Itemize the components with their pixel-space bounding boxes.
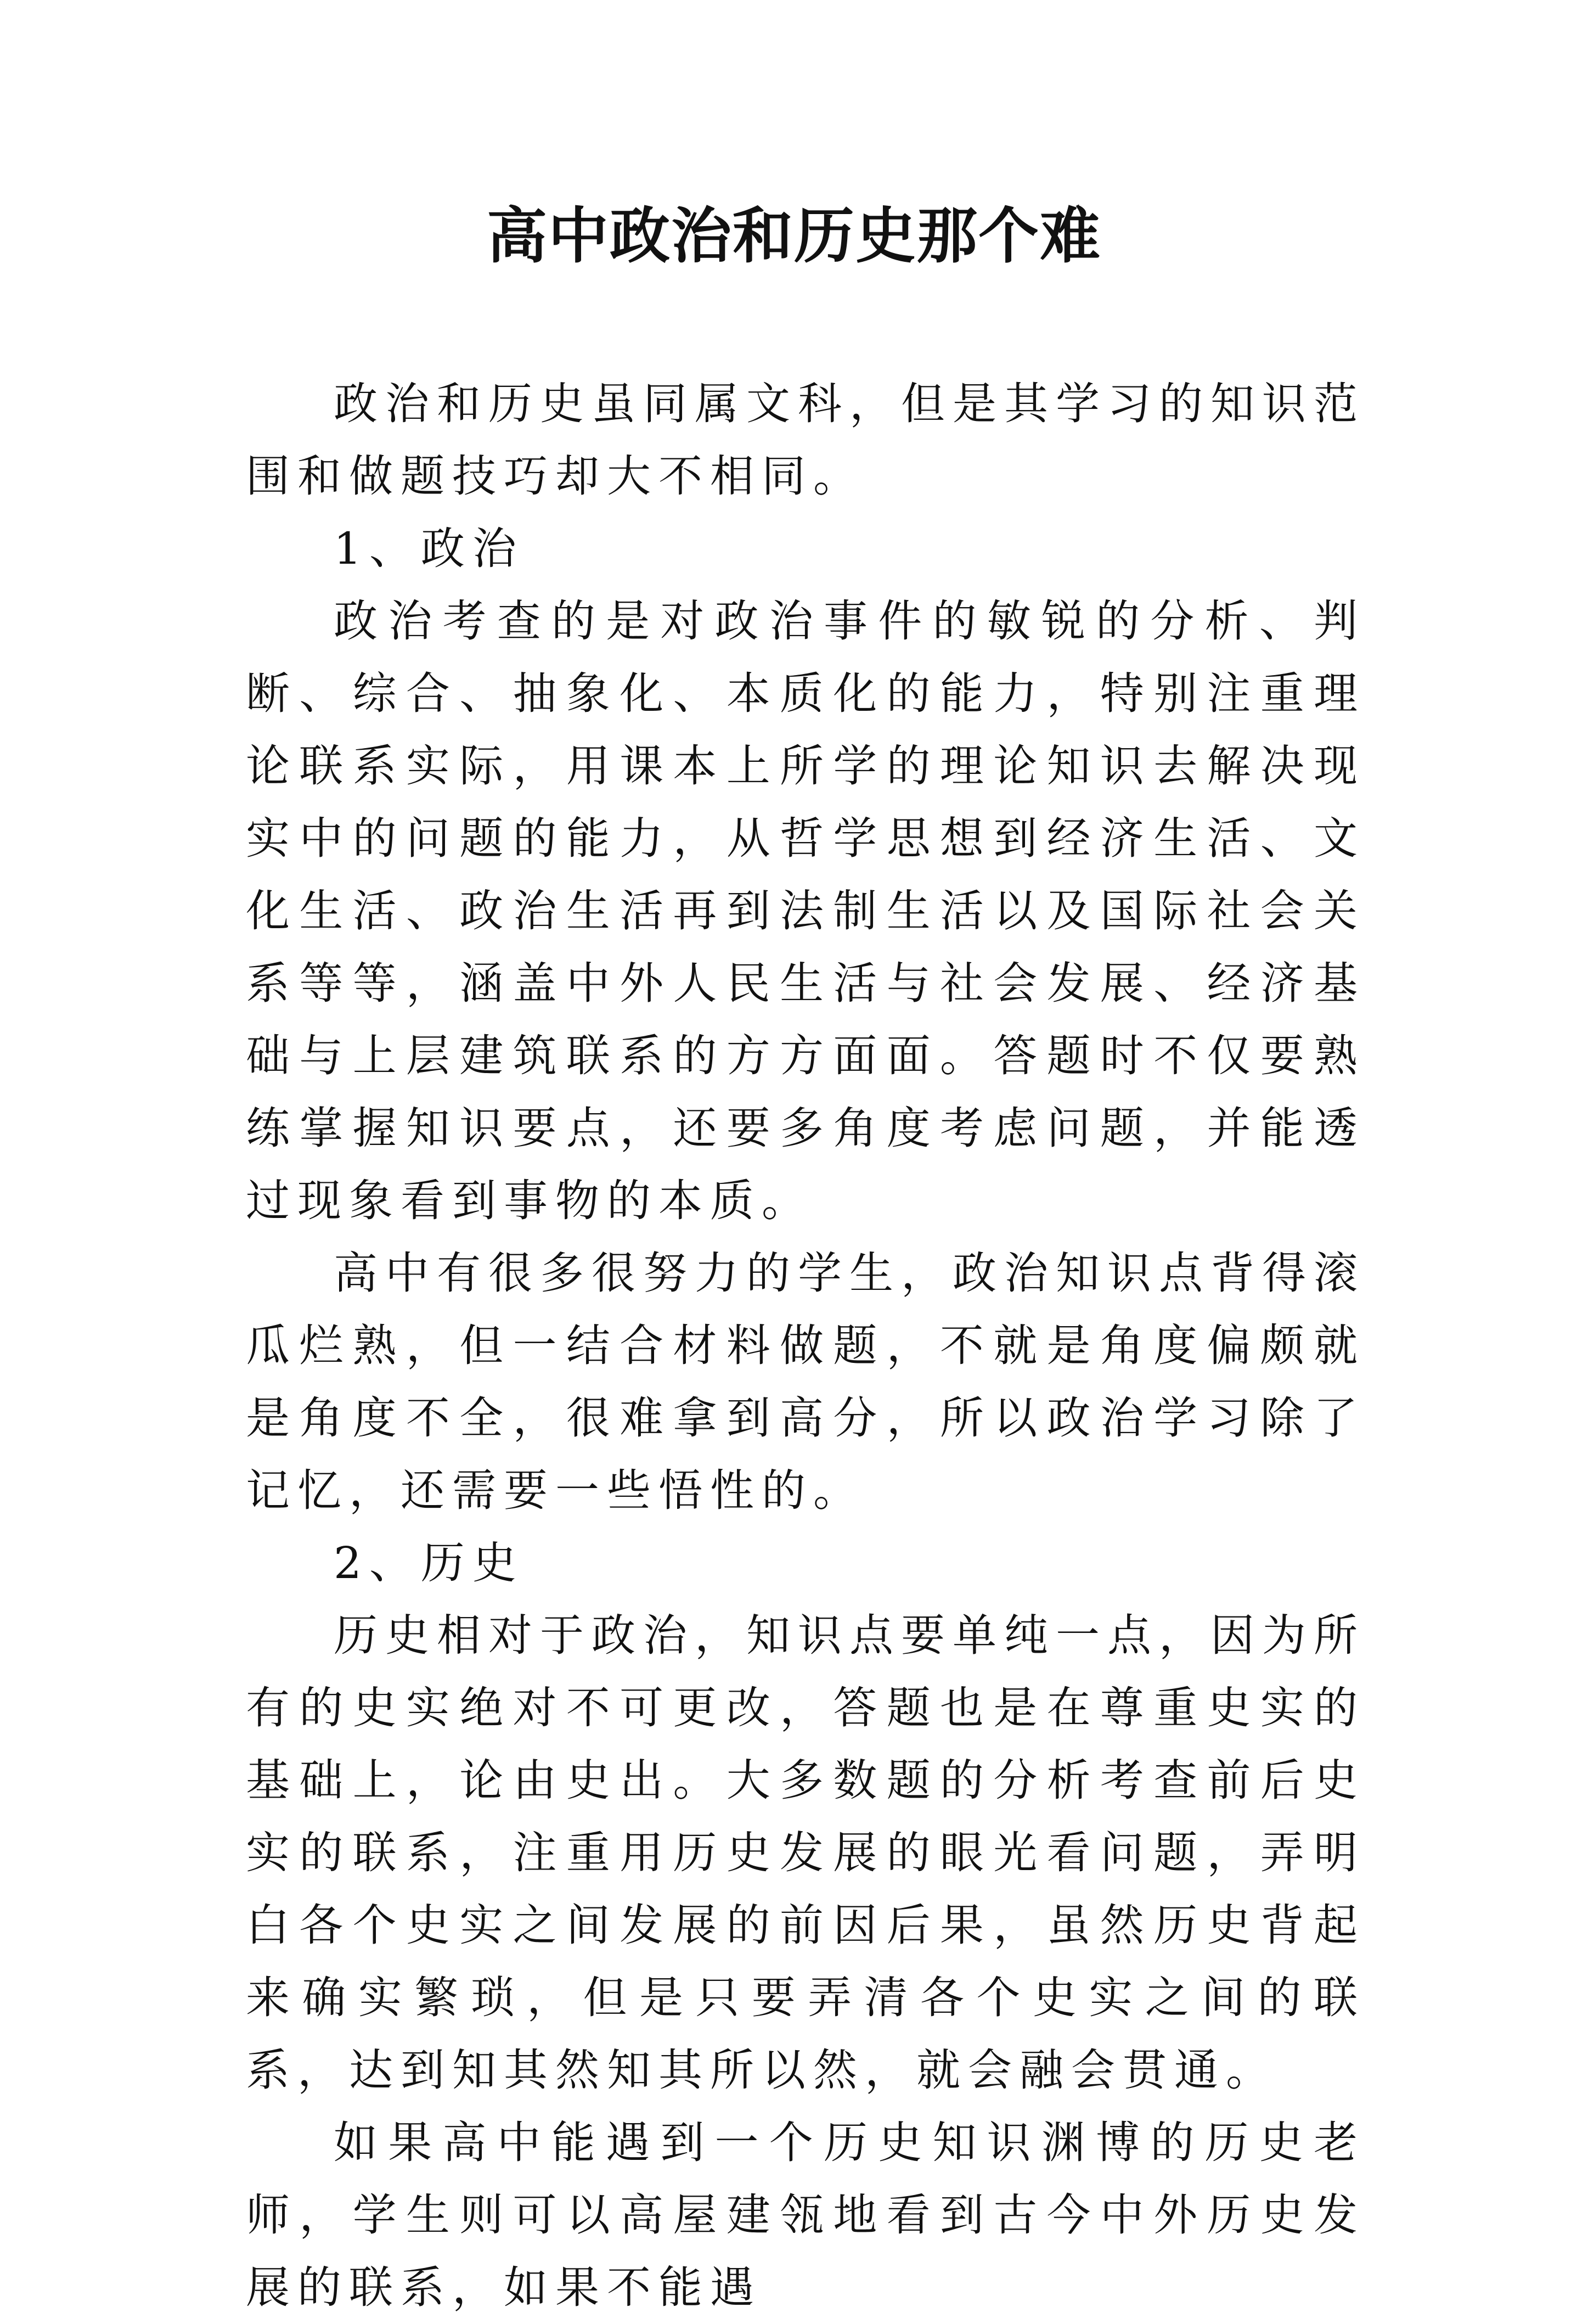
- history-paragraph-2: 如果高中能遇到一个历史知识渊博的历史老师，学生则可以高屋建瓴地看到古今中外历史发展的联系，如果不能遇: [246, 2117, 1365, 2313]
- section-heading-history: 2、历史: [334, 1537, 524, 1588]
- intro-paragraph: 政治和历史虽同属文科，但是其学习的知识范围和做题技巧却大不相同。: [246, 378, 1365, 502]
- history-paragraph-1: 历史相对于政治，知识点要单纯一点，因为所有的史实绝对不可更改，答题也是在尊重史实的基础上，论由史出。大多数题的分析考查前后史实的联系，注重用历史发展的眼光看问题，弄明白各个史实之间发展的前因后果，虽然历史背起来确实繁琐，但是只要弄清各个史实之间的联系，达到知其然知其所以然，就会融会贯通。: [246, 1610, 1365, 2096]
- document-body: [246, 368, 1365, 2324]
- politics-paragraph-2: 高中有很多很努力的学生，政治知识点背得滚瓜烂熟，但一结合材料做题，不就是角度偏颇就是角度不全，很难拿到高分，所以政治学习除了记忆，还需要一些悟性的。: [246, 1248, 1365, 1516]
- politics-paragraph-1: 政治考查的是对政治事件的敏锐的分析、判断、综合、抽象化、本质化的能力，特别注重理论联系实际，用课本上所学的理论知识去解决现实中的问题的能力，从哲学思想到经济生活、文化生活、政治生活再到法制生活以及国际社会关系等等，涵盖中外人民生活与社会发展、经济基础与上层建筑联系的方方面面。答题时不仅要熟练掌握知识要点，还要多角度考虑问题，并能透过现象看到事物的本质。: [246, 596, 1365, 1226]
- section-heading-politics: 1、政治: [334, 523, 524, 574]
- document-title: 高中政治和历史那个难: [487, 200, 1101, 271]
